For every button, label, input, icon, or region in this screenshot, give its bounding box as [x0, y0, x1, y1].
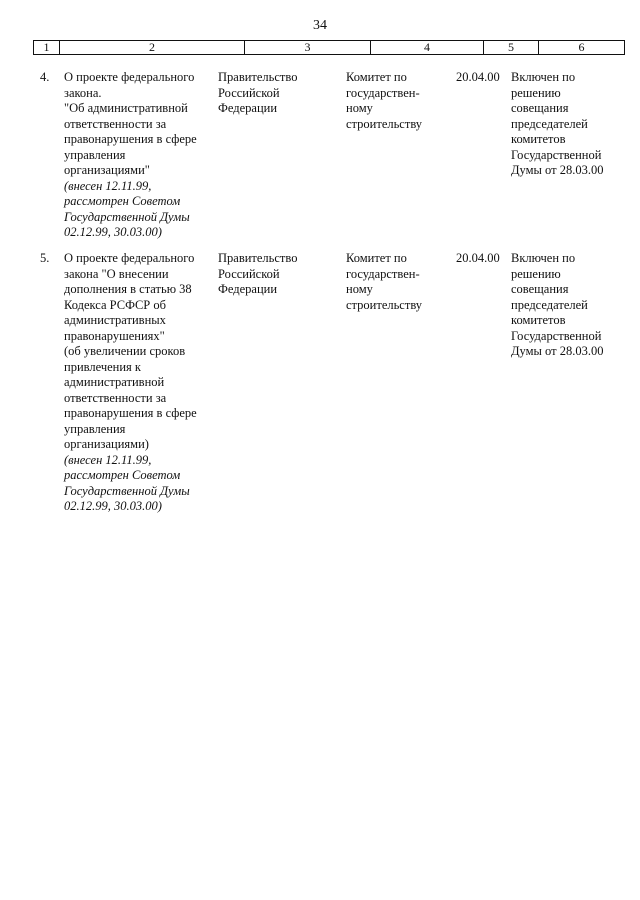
- committee-line: ному: [346, 101, 373, 115]
- org-line: Федерации: [218, 282, 278, 296]
- status-line: Включен по: [511, 251, 576, 265]
- title-line: административных: [64, 313, 166, 327]
- org-line: Российской: [218, 266, 280, 281]
- status-line: Думы от 28.03.00: [511, 163, 604, 177]
- status-line: комитетов: [511, 313, 566, 327]
- initiator: [218, 251, 330, 298]
- status-line: Думы от 28.03.00: [511, 344, 604, 358]
- committee-line: Комитет по: [346, 70, 407, 84]
- status-line: решению: [511, 266, 561, 281]
- org-line: Российской: [218, 85, 280, 100]
- committee-line: строительству: [346, 116, 423, 131]
- status-line: председателей: [511, 297, 588, 312]
- date: 20.04.00: [456, 251, 500, 265]
- row-number: 4.: [40, 70, 50, 84]
- org-line: Правительство: [218, 251, 298, 265]
- status-line: Включен по: [511, 70, 576, 84]
- header-col-1: 1: [34, 41, 60, 54]
- note-line: Государственной Думы: [64, 209, 190, 224]
- row-number: 5.: [40, 251, 50, 265]
- status-line: совещания: [511, 101, 569, 115]
- bill-title: [64, 70, 214, 241]
- title-line: организациями): [64, 437, 149, 451]
- status-line: решению: [511, 85, 561, 100]
- title-line: управления: [64, 147, 126, 162]
- title-line: закона.: [64, 85, 102, 100]
- note-line: (внесен 12.11.99,: [64, 178, 152, 193]
- committee-line: государствен-: [346, 266, 420, 281]
- title-line: привлечения к: [64, 359, 142, 374]
- note-line: рассмотрен Советом: [64, 468, 181, 482]
- header-col-4: 4: [371, 41, 484, 54]
- note-line: рассмотрен Советом: [64, 194, 181, 208]
- header-col-3: 3: [245, 41, 371, 54]
- org-line: Правительство: [218, 70, 298, 84]
- note-line: 02.12.99, 30.03.00): [64, 499, 162, 513]
- title-line: ответственности за: [64, 116, 167, 131]
- title-line: ответственности за: [64, 390, 167, 405]
- status-line: совещания: [511, 282, 569, 296]
- title-line: правонарушения в сфере: [64, 406, 197, 420]
- title-line: правонарушениях": [64, 328, 165, 343]
- committee: [346, 251, 448, 313]
- initiator: [218, 70, 330, 117]
- title-line: закона "О внесении: [64, 266, 169, 281]
- title-line: дополнения в статью 38: [64, 282, 192, 296]
- status: [511, 70, 626, 179]
- title-line: О проекте федерального: [64, 251, 195, 265]
- committee-line: государствен-: [346, 85, 420, 100]
- committee-line: Комитет по: [346, 251, 407, 265]
- title-line: управления: [64, 421, 126, 436]
- header-col-2: 2: [60, 41, 245, 54]
- title-line: организациями": [64, 163, 150, 177]
- status-line: председателей: [511, 116, 588, 131]
- status-line: Государственной: [511, 147, 602, 162]
- page-number: 34: [313, 18, 327, 33]
- bill-title: [64, 251, 214, 515]
- org-line: Федерации: [218, 101, 278, 115]
- note-line: Государственной Думы: [64, 483, 190, 498]
- status-line: Государственной: [511, 328, 602, 343]
- note-line: 02.12.99, 30.03.00): [64, 225, 162, 239]
- header-col-6: 6: [578, 40, 585, 54]
- status: [511, 251, 626, 360]
- committee: [346, 70, 448, 132]
- title-line: (об увеличении сроков: [64, 344, 186, 358]
- column-number-header: [33, 40, 625, 55]
- title-line: правонарушения в сфере: [64, 132, 197, 146]
- header-col-5: 5: [484, 41, 539, 54]
- date: 20.04.00: [456, 70, 500, 84]
- status-line: комитетов: [511, 132, 566, 146]
- title-line: Кодекса РСФСР об: [64, 297, 166, 312]
- title-line: административной: [64, 375, 165, 389]
- title-line: "Об административной: [64, 101, 188, 115]
- committee-line: строительству: [346, 297, 423, 312]
- committee-line: ному: [346, 282, 373, 296]
- note-line: (внесен 12.11.99,: [64, 452, 152, 467]
- title-line: О проекте федерального: [64, 70, 195, 84]
